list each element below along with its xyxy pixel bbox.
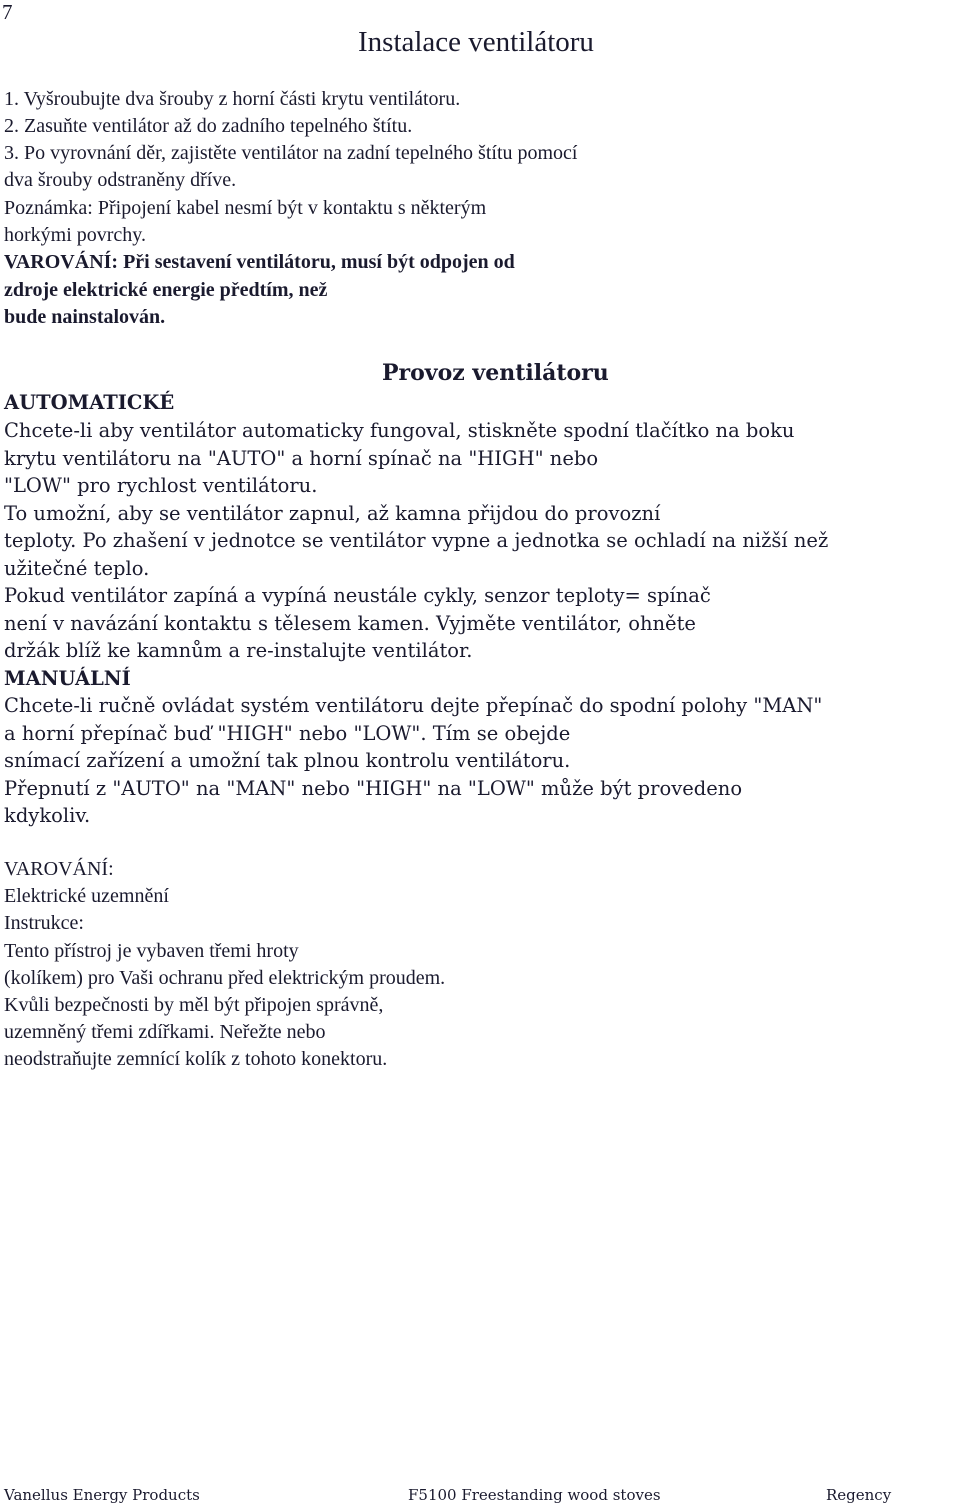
auto-heading: AUTOMATICKÉ bbox=[4, 391, 175, 414]
install-warning-line: VAROVÁNÍ: Při sestavení ventilátoru, musí být odpojen od bbox=[4, 251, 515, 273]
auto-line: To umožní, aby se ventilátor zapnul, až kamna přijdou do provozní bbox=[4, 502, 661, 525]
install-line: horkými povrchy. bbox=[4, 224, 147, 246]
auto-line: krytu ventilátoru na "AUTO" a horní spínač na "HIGH" nebo bbox=[4, 447, 599, 470]
grounding-line: Elektrické uzemnění bbox=[4, 885, 169, 907]
install-line: dva šrouby odstraněny dříve. bbox=[4, 169, 237, 191]
auto-line: Chcete-li aby ventilátor automaticky fungoval, stiskněte spodní tlačítko na boku bbox=[4, 419, 795, 442]
grounding-line: uzemněný třemi zdířkami. Neřežte nebo bbox=[4, 1021, 326, 1043]
operation-title: Provoz ventilátoru bbox=[382, 360, 609, 386]
grounding-line: Tento přístroj je vybaven třemi hroty bbox=[4, 940, 299, 962]
manual-line: kdykoliv. bbox=[4, 804, 91, 827]
auto-line: užitečné teplo. bbox=[4, 557, 150, 580]
install-line: 1. Vyšroubujte dva šrouby z horní části krytu ventilátoru. bbox=[4, 88, 461, 110]
grounding-line: (kolíkem) pro Vaši ochranu před elektrickým proudem. bbox=[4, 967, 446, 989]
grounding-line: neodstraňujte zemnící kolík z tohoto konektoru. bbox=[4, 1048, 388, 1070]
install-title: Instalace ventilátoru bbox=[358, 26, 594, 58]
auto-line: Pokud ventilátor zapíná a vypíná neustále cykly, senzor teploty= spínač bbox=[4, 584, 711, 607]
grounding-line: Instrukce: bbox=[4, 912, 84, 934]
footer-brand: Regency bbox=[826, 1486, 892, 1504]
footer-company: Vanellus Energy Products bbox=[4, 1486, 200, 1504]
manual-line: a horní přepínač buď "HIGH" nebo "LOW". Tím se obejde bbox=[4, 722, 571, 745]
manual-line: Přepnutí z "AUTO" na "MAN" nebo "HIGH" na "LOW" může být provedeno bbox=[4, 777, 743, 800]
auto-line: teploty. Po zhašení v jednotce se ventilátor vypne a jednotka se ochladí na nižší než bbox=[4, 529, 829, 552]
manual-line: snímací zařízení a umožní tak plnou kontrolu ventilátoru. bbox=[4, 749, 571, 772]
page-number: 7 bbox=[2, 0, 13, 24]
install-line: 2. Zasuňte ventilátor až do zadního tepelného štítu. bbox=[4, 115, 413, 137]
install-warning-line: bude nainstalován. bbox=[4, 306, 166, 328]
manual-line: Chcete-li ručně ovládat systém ventilátoru dejte přepínač do spodní polohy "MAN" bbox=[4, 694, 823, 717]
install-line: Poznámka: Připojení kabel nesmí být v kontaktu s některým bbox=[4, 197, 487, 219]
footer-product: F5100 Freestanding wood stoves bbox=[408, 1486, 661, 1504]
grounding-line: VAROVÁNÍ: bbox=[4, 858, 114, 880]
auto-line: není v navázání kontaktu s tělesem kamen. Vyjměte ventilátor, ohněte bbox=[4, 612, 696, 635]
grounding-line: Kvůli bezpečnosti by měl být připojen správně, bbox=[4, 994, 384, 1016]
manual-heading: MANUÁLNÍ bbox=[4, 667, 131, 690]
install-warning-line: zdroje elektrické energie předtím, než bbox=[4, 279, 328, 301]
install-line: 3. Po vyrovnání děr, zajistěte ventilátor na zadní tepelného štítu pomocí bbox=[4, 142, 578, 164]
auto-line: "LOW" pro rychlost ventilátoru. bbox=[4, 474, 318, 497]
auto-line: držák blíž ke kamnům a re-instalujte ventilátor. bbox=[4, 639, 473, 662]
